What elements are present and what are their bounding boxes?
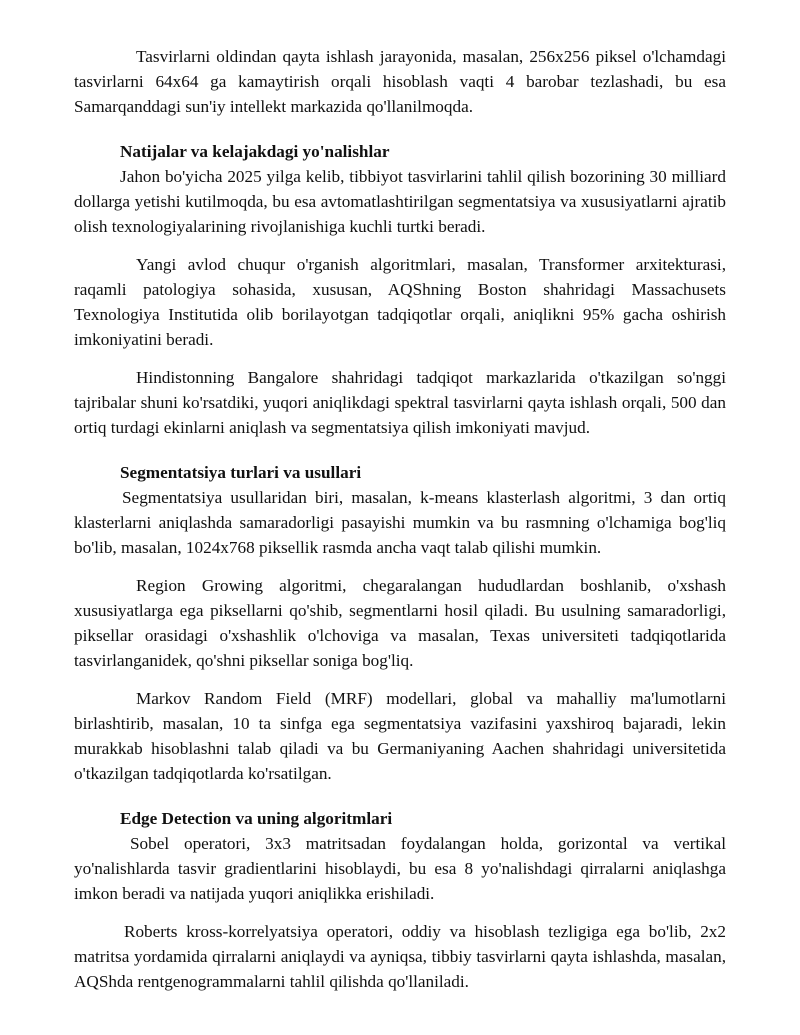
paragraph-kmeans: Segmentatsiya usullaridan biri, masalan, k-means klasterlash algoritmi, 3 dan ortiq klasterlarni aniqlashda samaradorligi pasayishi mumkin va bu rasmning o'lchamiga bog'liq bo'lib, masalan, 1024x768 piksellik rasmda ancha vaqt talab qilishi mumkin. (74, 488, 726, 557)
heading-results-future: Natijalar va kelajakdagi yo'nalishlar (120, 142, 390, 161)
paragraph-roberts: Roberts kross-korrelyatsiya operatori, oddiy va hisoblash tezligiga ega bo'lib, 2x2 matritsa yordamida qirralarni aniqlaydi va ayniqsa, tibbiy tasvirlarni qayta ishlashda, masalan, AQShda rentgenogrammalarni tahlil qilishda qo'llaniladi. (74, 922, 726, 991)
paragraph-bangalore-research: Hindistonning Bangalore shahridagi tadqiqot markazlarida o'tkazilgan so'nggi tajribalar shuni ko'rsatdiki, yuqori aniqlikdagi spektral tasvirlarni qayta ishlash orqali, 500 dan ortiq turdagi ekinlarni aniqlash va segmentatsiya qilish imkoniyati mavjud. (74, 368, 726, 437)
heading-edge-detection: Edge Detection va uning algoritmlari (120, 809, 393, 828)
paragraph-mrf: Markov Random Field (MRF) modellari, global va mahalliy ma'lumotlarni birlashtirib, masalan, 10 ta sinfga ega segmentatsiya vazifasini yaxshiroq bajaradi, lekin murakkab hisoblashni talab qiladi va bu Germaniyaning Aachen shahridagi universitetida o'tkazilgan tadqiqotlarda ko'rsatilgan. (74, 689, 726, 783)
paragraph-market-forecast: Jahon bo'yicha 2025 yilga kelib, tibbiyot tasvirlarini tahlil qilish bozorining 30 milliard dollarga yetishi kutilmoqda, bu esa avtomatlashtirilgan segmentatsiya va xususiyatlarni ajratib olish texnologiyalarining rivojlanishiga kuchli turtki beradi. (74, 167, 726, 236)
heading-segmentation-types: Segmentatsiya turlari va usullari (120, 463, 362, 482)
paragraph-preprocessing: Tasvirlarni oldindan qayta ishlash jarayonida, masalan, 256x256 piksel o'lchamdagi tasvirlarni 64x64 ga kamaytirish orqali hisoblash vaqti 4 barobar tezlashadi, bu esa Samarqanddagi sun'iy intellekt markazida qo'llanilmoqda. (74, 47, 726, 116)
paragraph-sobel: Sobel operatori, 3x3 matritsadan foydalangan holda, gorizontal va vertikal yo'nalishlarda tasvir gradientlarini hisoblaydi, bu esa 8 yo'nalishdagi qirralarni aniqlashga imkon beradi va natijada yuqori aniqlikka erishiladi. (74, 834, 726, 903)
document-body (74, 44, 726, 994)
paragraph-region-growing: Region Growing algoritmi, chegaralangan hududlardan boshlanib, o'xshash xususiyatlarga ega piksellarni qo'shib, segmentlarni hosil qiladi. Bu usulning samaradorligi, piksellar orasidagi o'xshashlik o'lchoviga va masalan, Texas universiteti tadqiqotlarida tasvirlanganidek, qo'shni piksellar soniga bog'liq. (74, 576, 726, 670)
paragraph-deep-learning: Yangi avlod chuqur o'rganish algoritmlari, masalan, Transformer arxitekturasi, raqamli patologiya sohasida, xususan, AQShning Boston shahridagi Massachusets Texnologiya Institutida olib borilayotgan tadqiqotlar orqali, aniqlikni 95% gacha oshirish imkoniyatini beradi. (74, 255, 726, 349)
